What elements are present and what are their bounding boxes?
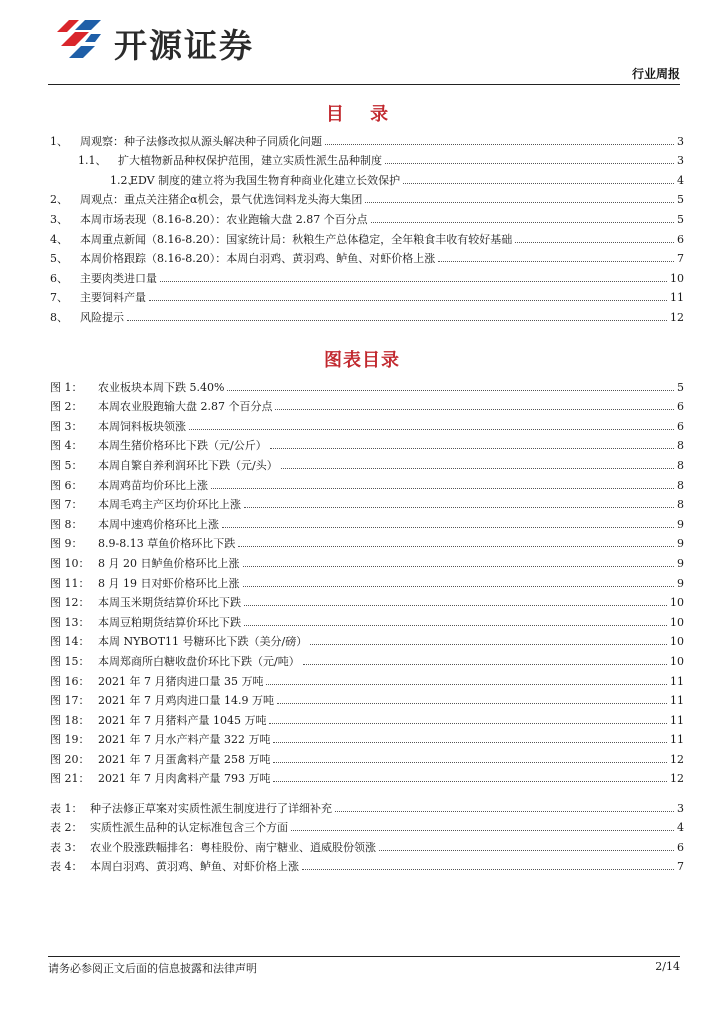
- dot-leader: [277, 703, 667, 704]
- toc-entry[interactable]: [50, 128, 684, 148]
- toc-entry[interactable]: [50, 246, 684, 266]
- entry-title: 8.9-8.13 草鱼价格环比下跌: [98, 537, 236, 551]
- entry-page: 10: [670, 635, 684, 649]
- figures-toc-title: 图表目录: [324, 350, 400, 371]
- entry-number: 图 5：: [50, 458, 83, 472]
- entry-title: 2021 年 7 月肉禽料产量 793 万吨: [98, 772, 271, 786]
- entry-title: 主要饲料产量: [80, 291, 146, 305]
- figure-entry[interactable]: [50, 688, 684, 708]
- figure-entry[interactable]: [50, 609, 684, 629]
- entry-title: 本周毛鸡主产区均价环比上涨: [98, 498, 241, 512]
- figure-entry[interactable]: [50, 570, 684, 590]
- dot-leader: [273, 781, 667, 782]
- entry-number: 5、: [50, 252, 68, 266]
- figure-entry[interactable]: [50, 394, 684, 414]
- entry-title: 2021 年 7 月鸡肉进口量 14.9 万吨: [98, 694, 274, 708]
- entry-page: 3: [677, 801, 684, 815]
- dot-leader: [302, 869, 674, 870]
- dot-leader: [127, 320, 667, 321]
- entry-number: 图 21：: [50, 772, 90, 786]
- figure-entry[interactable]: [50, 590, 684, 610]
- entry-page: 10: [670, 271, 684, 285]
- entry-number: 2、: [50, 193, 68, 207]
- entry-number: 图 14：: [50, 635, 90, 649]
- entry-page: 5: [677, 380, 684, 394]
- figure-entry[interactable]: [50, 766, 684, 786]
- entry-page: 11: [670, 674, 684, 688]
- table-entry[interactable]: [50, 795, 684, 815]
- toc-entry[interactable]: [50, 285, 684, 305]
- entry-title: 本周 NYBOT11 号糖环比下跌（美分/磅）: [98, 635, 308, 649]
- entry-page: 5: [677, 212, 684, 226]
- entry-number: 图 4：: [50, 439, 83, 453]
- entry-page: 11: [670, 733, 684, 747]
- entry-page: 11: [670, 694, 684, 708]
- dot-leader: [275, 409, 674, 410]
- entry-page: 7: [677, 252, 684, 266]
- page-header: [0, 0, 724, 92]
- dot-leader: [515, 242, 674, 243]
- figure-entry[interactable]: [50, 550, 684, 570]
- toc-entry[interactable]: [50, 206, 684, 226]
- entry-page: 6: [677, 419, 684, 433]
- entry-page: 9: [677, 537, 684, 551]
- dot-leader: [281, 468, 674, 469]
- dot-leader: [244, 605, 667, 606]
- entry-page: 9: [677, 576, 684, 590]
- dot-leader: [385, 163, 674, 164]
- dot-leader: [291, 830, 674, 831]
- entry-page: 8: [677, 458, 684, 472]
- entry-number: 图 3：: [50, 419, 83, 433]
- entry-number: 图 6：: [50, 478, 83, 492]
- entry-number: 图 17：: [50, 694, 90, 708]
- entry-number: 1.2、: [110, 173, 139, 187]
- dot-leader: [273, 742, 667, 743]
- dot-leader: [310, 644, 667, 645]
- figures-list: [50, 374, 684, 785]
- entry-number: 7、: [50, 291, 68, 305]
- entry-title: 本周价格跟踪（8.16-8.20）：本周白羽鸡、黄羽鸡、鲈鱼、对虾价格上涨: [80, 252, 436, 266]
- entry-title: 本周农业股跑输大盘 2.87 个百分点: [98, 400, 273, 414]
- dot-leader: [335, 811, 674, 812]
- table-entry[interactable]: [50, 834, 684, 854]
- entry-page: 12: [670, 310, 684, 324]
- entry-title: 2021 年 7 月水产料产量 322 万吨: [98, 733, 271, 747]
- entry-number: 1、: [50, 134, 68, 148]
- entry-number: 4、: [50, 232, 68, 246]
- entry-number: 图 8：: [50, 517, 83, 531]
- figure-entry[interactable]: [50, 531, 684, 551]
- entry-page: 4: [677, 173, 684, 187]
- footer-disclaimer: 请务必参阅正文后面的信息披露和法律声明: [48, 962, 257, 975]
- entry-title: 8 月 19 日对虾价格环比上涨: [98, 576, 240, 590]
- entry-number: 图 16：: [50, 674, 90, 688]
- toc-title: 目 录: [325, 104, 399, 125]
- kaiyuan-logo-icon: [55, 18, 103, 60]
- entry-number: 图 18：: [50, 713, 90, 727]
- entry-number: 图 12：: [50, 596, 90, 610]
- entry-title: 种子法修正草案对实质性派生制度进行了详细补充: [90, 801, 332, 815]
- dot-leader: [149, 300, 667, 301]
- entry-page: 10: [670, 615, 684, 629]
- entry-page: 4: [677, 821, 684, 835]
- entry-title: 本周重点新闻（8.16-8.20）：国家统计局：秋粮生产总体稳定，全年粮食丰收有较好基础: [80, 232, 513, 246]
- tables-list: [50, 795, 684, 873]
- figure-entry[interactable]: [50, 413, 684, 433]
- dot-leader: [244, 625, 667, 626]
- entry-title: 本周郑商所白糖收盘价环比下跌（元/吨）: [98, 654, 300, 668]
- entry-title: 本周饲料板块领涨: [98, 419, 186, 433]
- entry-number: 图 13：: [50, 615, 90, 629]
- entry-number: 图 1：: [50, 380, 83, 394]
- entry-number: 表 2：: [50, 821, 83, 835]
- dot-leader: [303, 664, 667, 665]
- figure-entry[interactable]: [50, 492, 684, 512]
- dot-leader: [160, 281, 667, 282]
- toc-entry[interactable]: [50, 148, 684, 168]
- toc-entry[interactable]: [50, 304, 684, 324]
- entry-number: 表 3：: [50, 840, 83, 854]
- entry-title: 周观点：重点关注猪企α机会，景气优选饲料龙头海大集团: [80, 193, 363, 207]
- dot-leader: [243, 566, 675, 567]
- figure-entry[interactable]: [50, 374, 684, 394]
- figure-entry[interactable]: [50, 452, 684, 472]
- entry-title: 2021 年 7 月猪肉进口量 35 万吨: [98, 674, 264, 688]
- entry-page: 6: [677, 232, 684, 246]
- entry-title: 8 月 20 日鲈鱼价格环比上涨: [98, 556, 240, 570]
- entry-page: 5: [677, 193, 684, 207]
- entry-page: 10: [670, 654, 684, 668]
- entry-title: 主要肉类进口量: [80, 271, 157, 285]
- dot-leader: [238, 546, 674, 547]
- dot-leader: [365, 202, 674, 203]
- toc-entry[interactable]: [50, 187, 684, 207]
- figure-entry[interactable]: [50, 746, 684, 766]
- entry-title: 本周中速鸡价格环比上涨: [98, 517, 219, 531]
- entry-page: 9: [677, 517, 684, 531]
- entry-page: 7: [677, 860, 684, 874]
- figure-entry[interactable]: [50, 629, 684, 649]
- entry-title: 2021 年 7 月猪料产量 1045 万吨: [98, 713, 267, 727]
- dot-leader: [403, 183, 674, 184]
- entry-page: 10: [670, 596, 684, 610]
- entry-page: 3: [677, 154, 684, 168]
- dot-leader: [270, 448, 674, 449]
- entry-title: 本周白羽鸡、黄羽鸡、鲈鱼、对虾价格上涨: [90, 860, 299, 874]
- entry-number: 图 19：: [50, 733, 90, 747]
- toc-entry[interactable]: [50, 167, 684, 187]
- dot-leader: [371, 222, 674, 223]
- entry-page: 8: [677, 498, 684, 512]
- entry-title: 实质性派生品种的认定标准包含三个方面: [90, 821, 288, 835]
- entry-title: 扩大植物新品种权保护范围，建立实质性派生品种制度: [118, 154, 382, 168]
- entry-page: 12: [670, 772, 684, 786]
- entry-number: 图 7：: [50, 498, 83, 512]
- entry-title: 农业个股涨跌幅排名：粤桂股份、南宁糖业、逍威股份领涨: [90, 840, 376, 854]
- entry-number: 3、: [50, 212, 68, 226]
- report-type: 行业周报: [631, 67, 680, 81]
- brand-name: 开源证券: [114, 26, 254, 65]
- figure-entry[interactable]: [50, 668, 684, 688]
- entry-title: 周观察：种子法修改拟从源头解决种子同质化问题: [80, 134, 322, 148]
- entry-page: 8: [677, 439, 684, 453]
- figure-entry[interactable]: [50, 433, 684, 453]
- entry-title: 本周市场表现（8.16-8.20）：农业跑输大盘 2.87 个百分点: [80, 212, 368, 226]
- entry-title: EDV 制度的建立将为我国生物育种商业化建立长效保护: [130, 173, 401, 187]
- dot-leader: [325, 144, 674, 145]
- dot-leader: [379, 850, 674, 851]
- dot-leader: [273, 762, 667, 763]
- figure-entry[interactable]: [50, 511, 684, 531]
- entry-number: 6、: [50, 271, 68, 285]
- table-entry[interactable]: [50, 854, 684, 874]
- entry-title: 农业板块本周下跌 5.40%: [98, 380, 225, 394]
- figure-entry[interactable]: [50, 648, 684, 668]
- dot-leader: [438, 261, 674, 262]
- entry-number: 图 11：: [50, 576, 90, 590]
- entry-number: 1.1、: [78, 154, 107, 168]
- entry-title: 本周自繁自养利润环比下跌（元/头）: [98, 458, 278, 472]
- dot-leader: [227, 390, 674, 391]
- entry-page: 11: [670, 713, 684, 727]
- entry-number: 图 15：: [50, 654, 90, 668]
- page-number: 2/14: [655, 960, 680, 973]
- entry-title: 本周生猪价格环比下跌（元/公斤）: [98, 439, 267, 453]
- dot-leader: [189, 429, 674, 430]
- entry-page: 8: [677, 478, 684, 492]
- entry-number: 图 10：: [50, 556, 90, 570]
- entry-title: 本周玉米期货结算价环比下跌: [98, 596, 241, 610]
- toc-entry[interactable]: [50, 265, 684, 285]
- dot-leader: [211, 488, 674, 489]
- header-divider: [48, 84, 680, 85]
- table-entry[interactable]: [50, 815, 684, 835]
- entry-number: 表 1：: [50, 801, 83, 815]
- entry-number: 图 20：: [50, 752, 90, 766]
- entry-title: 本周鸡苗均价环比上涨: [98, 478, 208, 492]
- dot-leader: [269, 723, 667, 724]
- entry-page: 12: [670, 752, 684, 766]
- entry-number: 8、: [50, 310, 68, 324]
- dot-leader: [222, 527, 674, 528]
- entry-title: 本周豆粕期货结算价环比下跌: [98, 615, 241, 629]
- dot-leader: [243, 586, 675, 587]
- entry-page: 9: [677, 556, 684, 570]
- entry-title: 2021 年 7 月蛋禽料产量 258 万吨: [98, 752, 271, 766]
- entry-page: 6: [677, 840, 684, 854]
- figure-entry[interactable]: [50, 727, 684, 747]
- figure-entry[interactable]: [50, 707, 684, 727]
- entry-title: 风险提示: [80, 310, 124, 324]
- entry-page: 3: [677, 134, 684, 148]
- dot-leader: [244, 507, 674, 508]
- table-of-contents: [50, 128, 684, 324]
- toc-entry[interactable]: [50, 226, 684, 246]
- dot-leader: [266, 684, 667, 685]
- entry-page: 6: [677, 400, 684, 414]
- entry-number: 图 2：: [50, 400, 83, 414]
- entry-number: 图 9：: [50, 537, 83, 551]
- entry-page: 11: [670, 291, 684, 305]
- figure-entry[interactable]: [50, 472, 684, 492]
- entry-number: 表 4：: [50, 860, 83, 874]
- footer-divider: [48, 956, 680, 957]
